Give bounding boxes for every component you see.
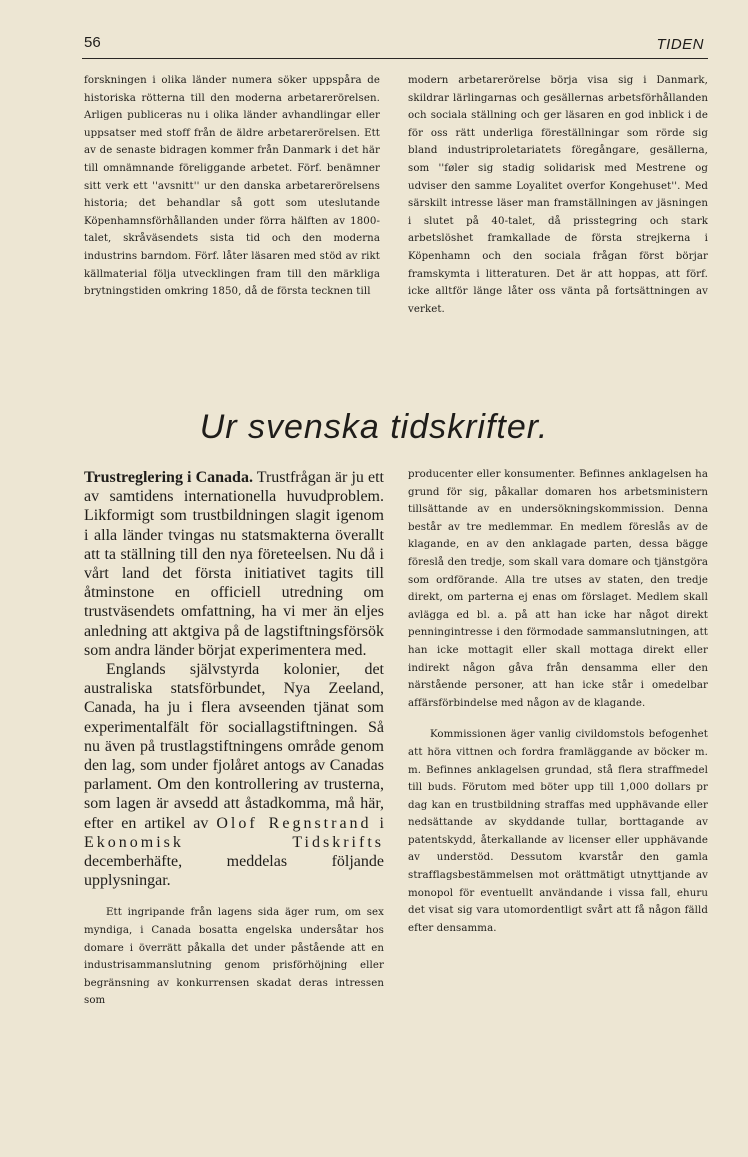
article-paragraph-2-mid: i: [371, 814, 385, 832]
journal-title: TIDEN: [656, 36, 704, 53]
article-right-paragraph-1: producenter eller konsumenter. Befinnes anklagelsen ha grund för sig, påkallar domaren hos arbetsministern tillsättande av en undersökningskommission. Denna består av tre medlemmar. En medlem föreslås av de klagande, en av den anklagade parten, dessa bägge föreslå den tredje, som skall vara domare och tjänstgöra som ordförande. Alla tre utses av staten, den tredje direkt, om parterna ej enas om förslaget. Medlem skall avlägga ed bl. a. på att han icke har något direkt penningintresse i den förmodade sammanslutningen, att han icke mottagit eller skall mottaga direkt eller indirekt någon gåva från densamma eller den närstående personer, att han icke står i omedelbar affärsförbindelse med någon av de klagande.: [408, 469, 708, 709]
top-left-column: [84, 72, 380, 301]
article-source-journal: Ekonomisk Tidskrifts: [84, 833, 384, 851]
article-right-column: [408, 466, 708, 937]
article-paragraph-2-end: decemberhäfte, meddelas följande upplysningar.: [84, 853, 384, 890]
header-rule: [82, 58, 708, 59]
article-paragraph-1-text: Trustfrågan är ju ett av samtidens internationella huvudproblem. Likformigt som trustbildningen slagit igenom i alla länder tvingas nu statsmakterna överallt att ta ställning till den nya företeelsen. Nu då i vårt land det första initiativet tagits till åtminstone en officiell utredning om trustväsendets omfattning, ha vi mer än eljes anledning att aktgiva på de lagstiftningsförsök som andra länder börjat experimentera med.: [84, 469, 384, 659]
article-author: Olof Regnstrand: [216, 814, 372, 832]
article-title: Trustreglering i Canada.: [84, 469, 253, 486]
page-number: 56: [84, 34, 101, 51]
review-text-left: forskningen i olika länder numera söker uppspåra de historiska rötterna till den moderna arbetarerörelsen. Arligen publiceras nu i olika länder avhandlingar eller uppsatser med stoff från de äldre arbetarerörelsen. Ett av de senaste bidragen kommer från Danmark i det här till omnämnande föreliggande arbetet. Förf. benämner sitt verk ett ''avsnitt'' ur den danska arbetarerörelsens historia; det behandlar så gott som uteslutande Köpenhamnsförhållanden under förra hälften av 1800-talet, skråväsendets sista tid och den moderna industrins barndom. Förf. låter läsaren med stöd av rikt källmaterial följa utvecklingen fram till den märkliga brytningstiden omkring 1850, då de första tecknen till: [84, 75, 380, 298]
review-text-right: modern arbetarerörelse börja visa sig i Danmark, skildrar lärlingarnas och gesällernas arbetsförhållanden och sociala ställning och ger läsaren en god inblick i de för oss rätt underliga föreställningar som rörde sig bland industriproletariatets föregångare, gesällerna, som ''føler sig stadig solidarisk med Mestrene og udviser den samme Loyalitet overfor Kongehuset''. Med särskilt intresse läser man framställningen av jäsningen i slutet på 40-talet, då prisstegring och stark arbetslöshet framkallade de första strejkerna i Köpenhamn och den sociala frågan först börjar framskymta i litteraturen. Det är att hoppas, att förf. icke alltför länge låter oss vänta på fortsättningen av verket.: [408, 75, 708, 315]
section-heading: Ur svenska tidskrifter.: [199, 408, 549, 446]
top-right-column: [408, 72, 708, 318]
article-paragraph-3: Ett ingripande från lagens sida äger rum, om sex myndiga, i Canada bosatta engelska undersåtar hos domare i överrätt påkalla det under påstående att en industrisammanslutning genom prisförhöjning eller begränsning av konkurrensen skadat deras intressen som: [84, 907, 384, 1007]
article-left-column: [84, 468, 384, 1010]
article-right-paragraph-2: Kommissionen äger vanlig civildomstols befogenhet att höra vittnen och fordra framläggande av böcker m. m. Befinnes anklagelsen grundad, stå flera straffmedel till buds. Förutom med böter upp till 1,000 dollars pr dag kan en trustbildning straffas med upphävande eller nedsättande av skyddande tullar, borttagande av patentskydd, återkallande av licenser eller upphävande av understöd. Dessutom kvarstår den gamla strafflagsbestämmelsen mot orättmätigt utnyttjande av monopol för eventuellt användande i vissa fall, ehuru det visat sig vara utomordentligt svårt att få någon fälld efter densamma.: [408, 729, 708, 934]
article-paragraph-2: [84, 660, 384, 890]
article-paragraph-1: [84, 468, 384, 660]
article-paragraph-2-start: Englands självstyrda kolonier, det australiska statsförbundet, Nya Zeeland, Canada, ha ju i flera avseenden tjänat som experimentalfält för sociallagstiftningen. Så nu även på trustlagstiftningens område genom den lag, som under fjolåret antogs av Canadas parlament. Om den kontrollering av trusterna, som lagen är avsedd att åstadkomma, må här, efter en artikel av: [84, 661, 384, 832]
